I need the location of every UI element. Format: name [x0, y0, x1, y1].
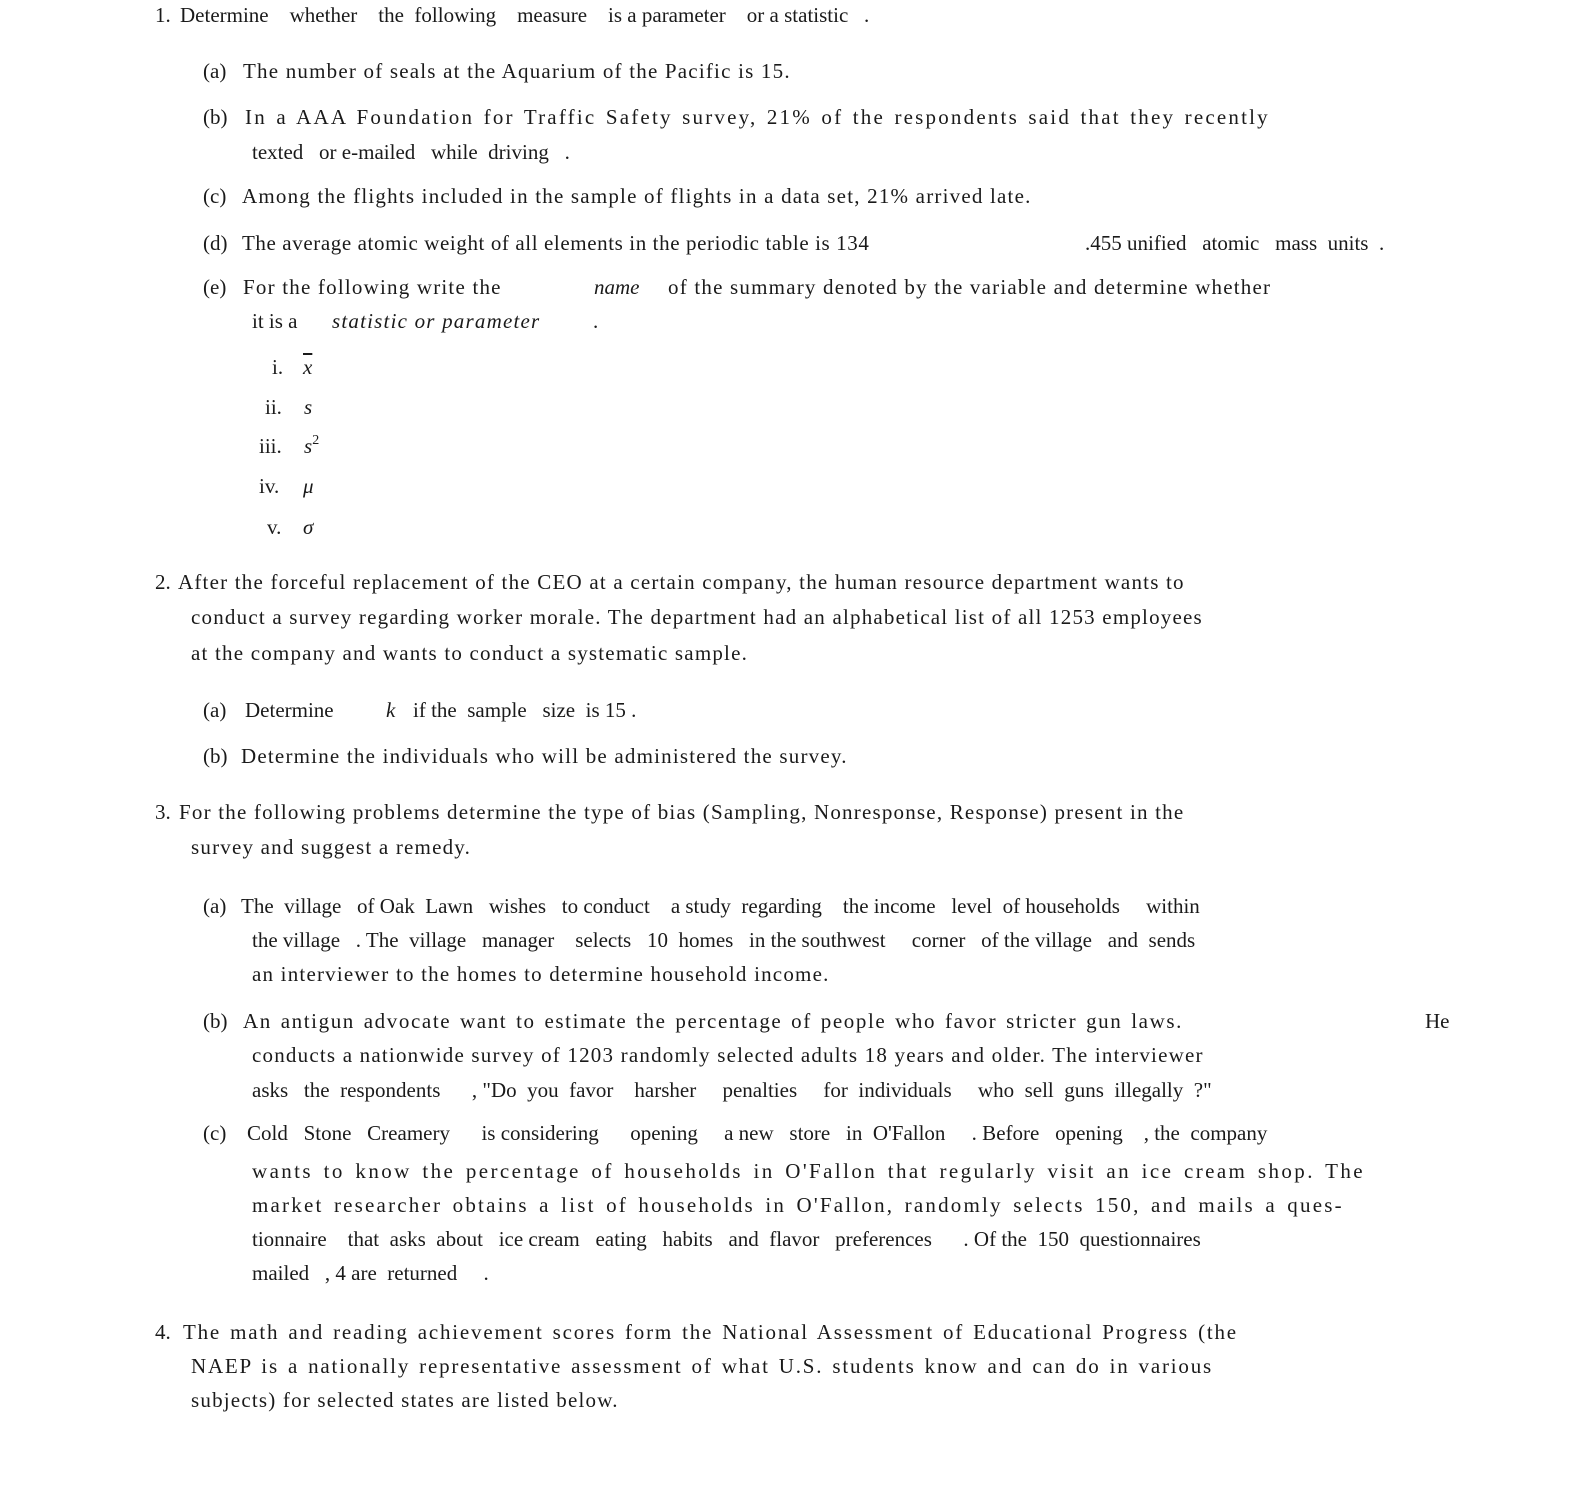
- q3a-line1: The village of Oak Lawn wishes to conduct a study regarding the income level of households within: [241, 894, 1200, 918]
- q1e-item-iii-symbol: [304, 433, 320, 458]
- q3b-line2: conducts a nationwide survey of 1203 randomly selected adults 18 years and older. The interviewer: [252, 1043, 1204, 1067]
- q1e-item-iii-base: s: [304, 434, 313, 458]
- q1e-item-iii-exponent: 2: [312, 433, 320, 448]
- q1e-item-iii-label: iii.: [259, 434, 282, 458]
- q4-number: 4.: [155, 1320, 171, 1344]
- q3b-line1-he: He: [1425, 1009, 1450, 1033]
- q1c-text: Among the flights included in the sample of flights in a data set, 21% arrived late.: [242, 184, 1032, 208]
- q1-prompt: Determine whether the following measure is a parameter or a statistic .: [180, 3, 870, 27]
- q4-line2: NAEP is a nationally representative assessment of what U.S. students know and can do in various: [191, 1354, 1213, 1378]
- q3-line2: survey and suggest a remedy.: [191, 835, 472, 859]
- q1e-item-iv-symbol: μ: [303, 474, 314, 498]
- q3a-line3: an interviewer to the homes to determine household income.: [252, 962, 830, 986]
- q1e-item-i-symbol: $\overline{x}$: [303, 355, 313, 379]
- q3c-line3: market researcher obtains a list of households in O'Fallon, randomly selects 150, and mails a ques-: [252, 1193, 1344, 1217]
- q3a-label: (a): [203, 894, 227, 918]
- q3c-line4: tionnaire that asks about ice cream eating habits and flavor preferences . Of the 150 questionnaires: [252, 1227, 1201, 1251]
- q3b-label: (b): [203, 1009, 228, 1033]
- q3c-line2: wants to know the percentage of households in O'Fallon that regularly visit an ice cream shop. The: [252, 1159, 1365, 1183]
- q2-line3: at the company and wants to conduct a systematic sample.: [191, 641, 749, 665]
- q1c-label: (c): [203, 184, 227, 208]
- q3c-line1: Cold Stone Creamery is considering opening a new store in O'Fallon . Before opening , the company: [247, 1121, 1268, 1145]
- q3b-line3: asks the respondents , "Do you favor harsher penalties for individuals who sell guns illegally ?": [252, 1078, 1212, 1102]
- q1a-text: The number of seals at the Aquarium of the Pacific is 15.: [243, 59, 791, 83]
- q3b-line1: An antigun advocate want to estimate the percentage of people who favor stricter gun laws.: [243, 1009, 1183, 1033]
- q3c-label: (c): [203, 1121, 227, 1145]
- q3-number: 3.: [155, 800, 171, 824]
- q1e-name-word: name: [594, 275, 640, 299]
- q1d-label: (d): [203, 231, 228, 255]
- q1b-line2: texted or e-mailed while driving .: [252, 140, 570, 164]
- q1e-item-i-label: i.: [272, 355, 284, 379]
- q2a-text2: if the sample size is 15 .: [413, 698, 637, 722]
- q1d-tail: .455 unified atomic mass units .: [1085, 231, 1385, 255]
- q2-number: 2.: [155, 570, 171, 594]
- q1d-text: The average atomic weight of all elements in the periodic table is 134: [242, 231, 870, 255]
- q2b-label: (b): [203, 744, 228, 768]
- q1e-line1c: of the summary denoted by the variable and determine whether: [668, 275, 1272, 299]
- q3a-line2: the village . The village manager selects 10 homes in the southwest corner of the village and sends: [252, 928, 1196, 952]
- q1e-line2a: it is a: [252, 309, 298, 333]
- q1e-item-ii-symbol: s: [304, 395, 313, 419]
- q1e-item-v-symbol: σ: [303, 515, 314, 539]
- q1e-label: (e): [203, 275, 227, 299]
- q1-number: 1.: [155, 3, 171, 27]
- q2a-label: (a): [203, 698, 227, 722]
- q1e-item-v-label: v.: [267, 515, 282, 539]
- q1e-line1a: For the following write the: [243, 275, 502, 299]
- q2a-text1: Determine: [245, 698, 334, 722]
- q1e-statistic-or-parameter: statistic or parameter: [332, 309, 541, 333]
- q3c-line5: mailed , 4 are returned .: [252, 1261, 489, 1285]
- q3-line1: For the following problems determine the type of bias (Sampling, Nonresponse, Response) present in the: [179, 800, 1185, 824]
- q2a-k: k: [386, 698, 396, 722]
- q1b-label: (b): [203, 105, 228, 129]
- q2-line2: conduct a survey regarding worker morale. The department had an alphabetical list of all 1253 employees: [191, 605, 1203, 629]
- q1b-line1: In a AAA Foundation for Traffic Safety survey, 21% of the respondents said that they recently: [245, 105, 1270, 129]
- q1e-line2c: .: [593, 309, 599, 333]
- q4-line1: The math and reading achievement scores form the National Assessment of Educational Progress (the: [183, 1320, 1238, 1344]
- q2b-text: Determine the individuals who will be administered the survey.: [241, 744, 848, 768]
- q1e-item-iv-label: iv.: [259, 474, 280, 498]
- q1e-item-ii-label: ii.: [265, 395, 282, 419]
- q2-line1: After the forceful replacement of the CEO at a certain company, the human resource department wants to: [178, 570, 1185, 594]
- q1a-label: (a): [203, 59, 227, 83]
- q4-line3: subjects) for selected states are listed below.: [191, 1388, 619, 1412]
